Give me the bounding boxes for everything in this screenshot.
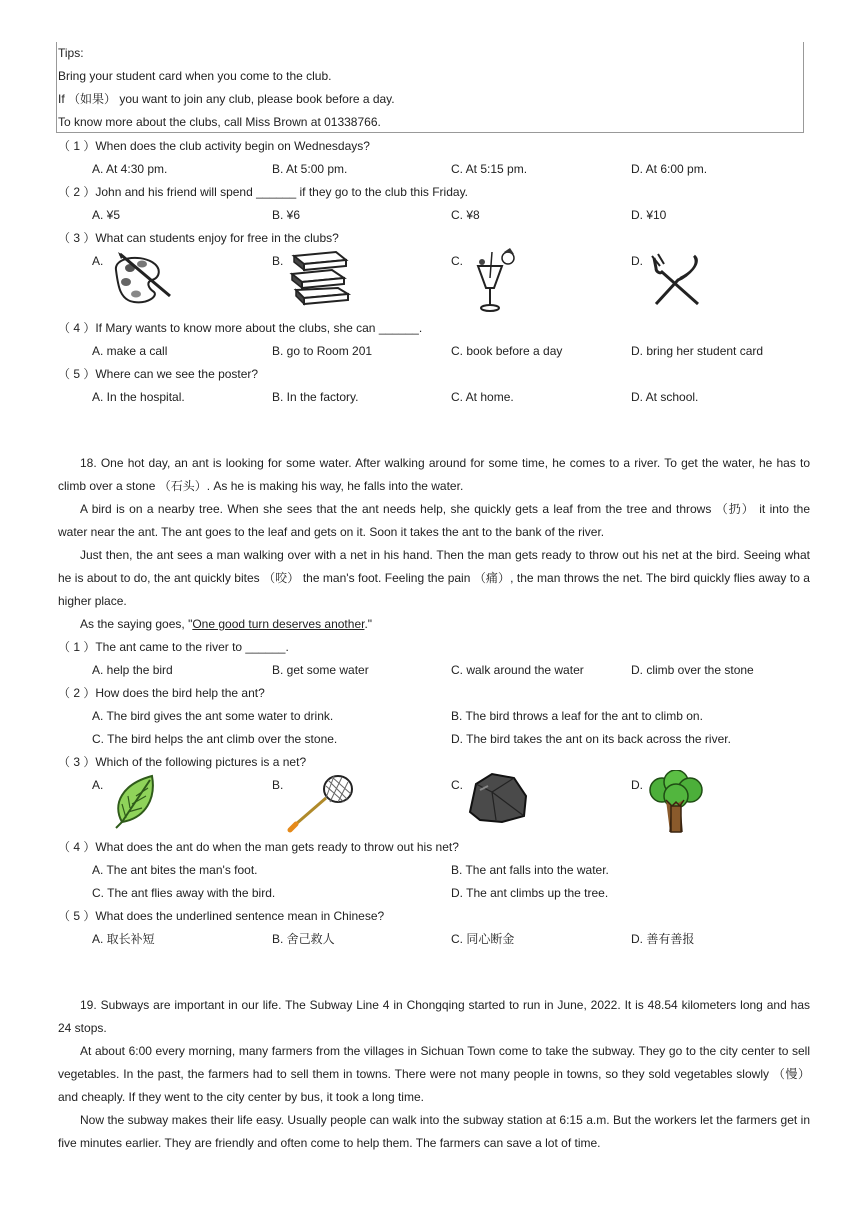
passage-18-saying: As the saying goes, "One good turn deserves another." — [80, 617, 373, 631]
paint-palette-icon[interactable] — [108, 250, 176, 306]
option-a[interactable]: A. The ant bites the man's foot. — [92, 863, 258, 877]
option-d[interactable]: D. The ant climbs up the tree. — [451, 886, 609, 900]
option-b[interactable]: B. The ant falls into the water. — [451, 863, 609, 877]
option-c[interactable]: C. 同心断金 — [451, 932, 515, 946]
option-b[interactable]: B. At 5:00 pm. — [272, 162, 348, 176]
option-a[interactable]: A. ¥5 — [92, 208, 121, 222]
option-d[interactable]: D. — [631, 254, 643, 268]
butterfly-net-icon[interactable] — [286, 772, 356, 834]
option-a[interactable]: A. The bird gives the ant some water to drink. — [92, 709, 334, 723]
passage-19-paragraph: At about 6:00 every morning, many farmers from the villages in Sichuan Town come to take the subway. They go to the city center to sell vegetables. In the past, the farmers had to sell them in towns. There were not many people in towns, so they sold vegetables slowly （慢） and cheaply. If they went to the city center by bus, it took a long time. — [58, 1044, 810, 1104]
option-c[interactable]: C. — [451, 254, 463, 268]
option-a[interactable]: A. At 4:30 pm. — [92, 162, 168, 176]
question-17-2: （ 2 ）John and his friend will spend ______ if they go to the club this Friday. — [58, 185, 469, 199]
option-c[interactable]: C. The bird helps the ant climb over the stone. — [92, 732, 338, 746]
option-b[interactable]: B. The bird throws a leaf for the ant to climb on. — [451, 709, 703, 723]
option-a[interactable]: A. help the bird — [92, 663, 173, 677]
option-b[interactable]: B. get some water — [272, 663, 369, 677]
tips-line: Bring your student card when you come to the club. — [58, 69, 332, 83]
option-d[interactable]: D. At school. — [631, 390, 699, 404]
option-c[interactable]: C. The ant flies away with the bird. — [92, 886, 276, 900]
option-c[interactable]: C. — [451, 778, 463, 792]
tips-line: If （如果） you want to join any club, please book before a day. — [58, 92, 395, 106]
passage-19-paragraph: Now the subway makes their life easy. Usually people can walk into the subway station at 6:15 a.m. But the workers let the farmers get in five minutes earlier. They are friendly and often come to help them. The farmers can save a lot of time. — [58, 1113, 810, 1150]
option-b[interactable]: B. In the factory. — [272, 390, 359, 404]
question-17-4: （ 4 ）If Mary wants to know more about the clubs, she can ______. — [58, 321, 423, 335]
option-d[interactable]: D. climb over the stone — [631, 663, 754, 677]
tree-icon[interactable] — [646, 770, 704, 834]
question-17-1: （ 1 ）When does the club activity begin on Wednesdays? — [58, 139, 370, 153]
books-icon[interactable] — [288, 250, 352, 306]
leaf-icon[interactable] — [112, 774, 158, 830]
option-c[interactable]: C. book before a day — [451, 344, 563, 358]
cold-drink-icon[interactable] — [470, 248, 520, 314]
question-18-2: （ 2 ）How does the bird help the ant? — [58, 686, 265, 700]
question-17-5: （ 5 ）Where can we see the poster? — [58, 367, 259, 381]
fork-knife-icon[interactable] — [648, 252, 704, 308]
option-c[interactable]: C. At 5:15 pm. — [451, 162, 528, 176]
option-a[interactable]: A. — [92, 778, 104, 792]
underlined-sentence: One good turn deserves another — [192, 617, 365, 631]
passage-19-paragraph: 19. Subways are important in our life. The Subway Line 4 in Chongqing started to run in June, 2022. It is 48.54 kilometers long and has 24 stops. — [58, 998, 810, 1035]
option-b[interactable]: B. go to Room 201 — [272, 344, 373, 358]
option-d[interactable]: D. The bird takes the ant on its back across the river. — [451, 732, 731, 746]
option-a[interactable]: A. make a call — [92, 344, 168, 358]
option-a[interactable]: A. 取长补短 — [92, 932, 155, 946]
option-d[interactable]: D. 善有善报 — [631, 932, 695, 946]
option-c[interactable]: C. At home. — [451, 390, 514, 404]
option-d[interactable]: D. bring her student card — [631, 344, 764, 358]
option-a[interactable]: A. — [92, 254, 104, 268]
passage-18-paragraph: A bird is on a nearby tree. When she sees that the ant needs help, she quickly gets a leaf from the tree and throws （扔） it into the water near the ant. The ant goes to the leaf and gets on it. Soon it takes the ant to the bank of the river. — [58, 502, 810, 539]
option-b[interactable]: B. ¥6 — [272, 208, 301, 222]
option-c[interactable]: C. ¥8 — [451, 208, 480, 222]
option-d[interactable]: D. — [631, 778, 643, 792]
question-18-4: （ 4 ）What does the ant do when the man gets ready to throw out his net? — [58, 840, 459, 854]
option-b[interactable]: B. — [272, 254, 284, 268]
question-17-3: （ 3 ）What can students enjoy for free in the clubs? — [58, 231, 339, 245]
option-d[interactable]: D. ¥10 — [631, 208, 667, 222]
passage-18-paragraph: Just then, the ant sees a man walking over with a net in his hand. Then the man gets ready to throw out his net at the bird. Seeing what he is about to do, the ant quickly bites （咬） the man's foot. Feeling the pain （痛）, the man throws the net. The bird quickly flies away to a higher place. — [58, 548, 810, 608]
question-18-5: （ 5 ）What does the underlined sentence mean in Chinese? — [58, 909, 385, 923]
question-18-3: （ 3 ）Which of the following pictures is a net? — [58, 755, 307, 769]
passage-18-paragraph: 18. One hot day, an ant is looking for some water. After walking around for some time, he comes to a river. To get the water, he has to climb over a stone （石头）. As he is making his way, he falls into the water. — [58, 456, 810, 493]
option-a[interactable]: A. In the hospital. — [92, 390, 185, 404]
tips-line: To know more about the clubs, call Miss Brown at 01338766. — [58, 115, 381, 129]
option-b[interactable]: B. 舍己救人 — [272, 932, 335, 946]
option-b[interactable]: B. — [272, 778, 284, 792]
option-d[interactable]: D. At 6:00 pm. — [631, 162, 708, 176]
question-18-1: （ 1 ）The ant came to the river to ______. — [58, 640, 289, 654]
stone-icon[interactable] — [466, 770, 530, 826]
option-c[interactable]: C. walk around the water — [451, 663, 584, 677]
tips-heading: Tips: — [58, 46, 84, 60]
